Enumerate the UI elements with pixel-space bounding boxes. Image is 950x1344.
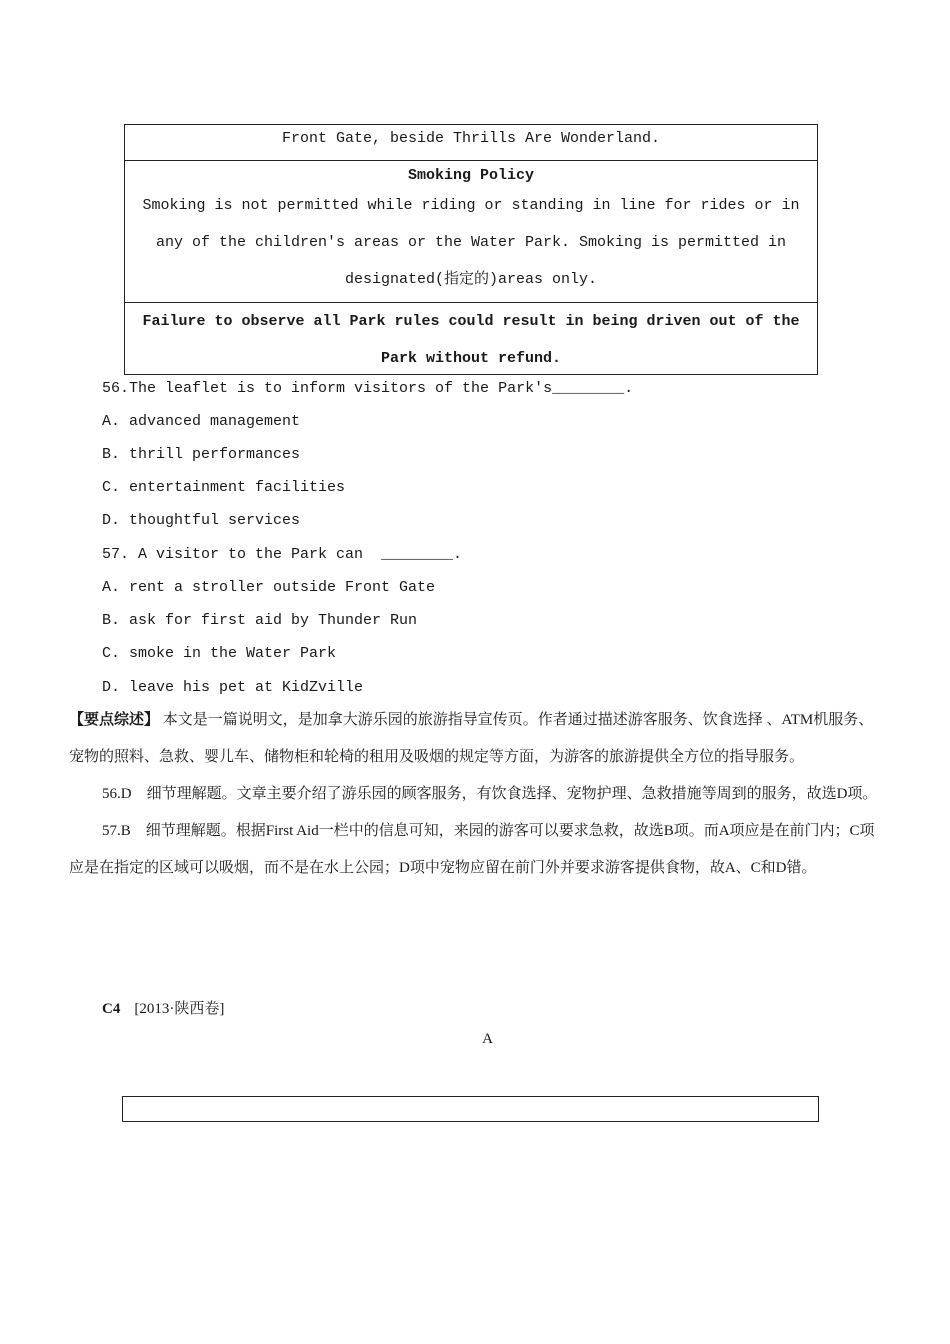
section-source: [2013·陕西卷]: [134, 1001, 225, 1017]
answer-56-explanation: 56.D 细节理解题。文章主要介绍了游乐园的顾客服务，有饮食选择、宠物护理、急救措施等周到的服务，故选D项。: [102, 786, 878, 802]
section-code: C4: [102, 1001, 121, 1017]
question-56-stem: 56.The leaflet is to inform visitors of the Park's________.: [102, 380, 634, 397]
question-56-option-d: D. thoughtful services: [102, 512, 301, 529]
table-row-smoking-policy: [125, 160, 817, 302]
table-row-failure-notice: Failure to observe all Park rules could result in being driven out of the Park without refund.: [125, 302, 817, 374]
passage-table-frame: [122, 1096, 819, 1122]
section-heading: [102, 997, 224, 1018]
question-57-option-b: B. ask for first aid by Thunder Run: [102, 612, 418, 629]
summary-label: 【要点综述】: [69, 712, 160, 728]
question-56-option-a: A. advanced management: [102, 413, 301, 430]
answer-57-explanation: 57.B 细节理解题。根据First Aid一栏中的信息可知，来园的游客可以要求急救，故选B项。而A项应是在前门内；C项应是在指定的区域可以吸烟，而不是在水上公园；D项中宠物应留在前门外并要求游客提供食物，故A、C和D错。: [69, 823, 875, 876]
smoking-policy-title: Smoking Policy: [407, 167, 535, 184]
question-57-option-d: D. leave his pet at KidZville: [102, 679, 364, 696]
summary-paragraph: [69, 702, 881, 776]
info-table: [124, 124, 818, 375]
question-56-option-c: C. entertainment facilities: [102, 479, 346, 496]
table-row-front-gate: Front Gate, beside Thrills Are Wonderland.: [281, 130, 661, 147]
passage-label: A: [482, 1031, 493, 1047]
question-57-option-c: C. smoke in the Water Park: [102, 645, 337, 662]
analysis-block: [69, 702, 881, 887]
summary-text: 本文是一篇说明文，是加拿大游乐园的旅游指导宣传页。作者通过描述游客服务、饮食选择 、ATM机服务、宠物的照料、急救、婴儿车、储物柜和轮椅的租用及吸烟的规定等方面，为游客的旅游提供全方位的指导服务。: [69, 712, 874, 765]
question-57-stem: 57. A visitor to the Park can ________.: [102, 546, 463, 563]
smoking-policy-text: Smoking is not permitted while riding or standing in line for rides or in any of the children's areas or the Water Park. Smoking is permitted in designated(指定的)areas only.: [142, 197, 800, 288]
question-56-option-b: B. thrill performances: [102, 446, 301, 463]
question-57-option-a: A. rent a stroller outside Front Gate: [102, 579, 436, 596]
